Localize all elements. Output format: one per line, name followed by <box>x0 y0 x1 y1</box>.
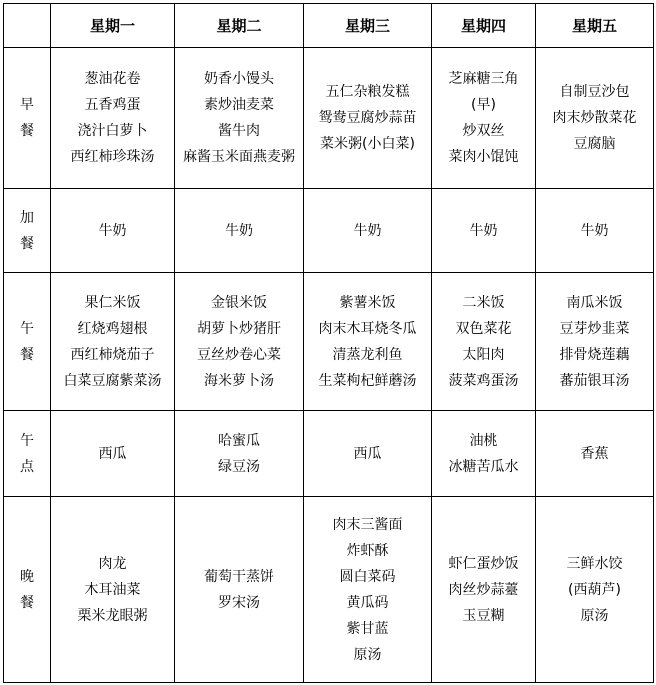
dish-item: 三鲜水饺 <box>566 555 623 572</box>
dish-item: 素炒油麦菜 <box>204 97 274 113</box>
meal-label-char: 晚 <box>20 568 34 585</box>
dish-item: 金银米饭 <box>211 294 267 311</box>
dish-item: 紫甘蓝 <box>346 620 389 637</box>
dish-item: 香蕉 <box>580 445 609 462</box>
meal-label-char: 早 <box>20 97 34 113</box>
dish-item: 肉末三酱面 <box>332 516 403 533</box>
meal-row-lunch <box>4 273 654 411</box>
meal-label-breakfast <box>4 48 51 189</box>
meal-label-char: 餐 <box>20 594 34 611</box>
meal-row-afternoon-snack <box>4 411 654 497</box>
dish-item: 海米萝卜汤 <box>204 372 274 389</box>
dish-item: 栗米龙眼粥 <box>77 607 148 624</box>
dish-item: 白菜豆腐紫菜汤 <box>63 372 162 389</box>
dish-item: 木耳油菜 <box>84 581 141 598</box>
dish-item: 牛奶 <box>98 222 127 239</box>
menu-cell-breakfast-tuesday <box>175 48 304 189</box>
dish-item: 二米饭 <box>462 294 505 311</box>
dish-item: (西葫芦) <box>568 581 621 598</box>
dish-item: 哈蜜瓜 <box>218 432 260 449</box>
meal-label-char: 餐 <box>20 235 34 252</box>
menu-cell-lunch-thursday <box>432 273 536 411</box>
dish-item: 芝麻糖三角 <box>448 71 519 87</box>
dish-item: 西瓜 <box>353 445 382 462</box>
menu-cell-morning-snack-wednesday <box>304 189 432 273</box>
dish-item: 红烧鸡翅根 <box>77 320 148 337</box>
dish-item: 肉丝炒蒜薹 <box>448 581 519 598</box>
dish-item: 玉豆糊 <box>462 607 505 624</box>
meal-label-char: 餐 <box>20 346 34 363</box>
dish-item: 西红柿烧茄子 <box>70 346 155 363</box>
dish-item: 肉末炒散菜花 <box>552 110 637 126</box>
meal-label-char: 餐 <box>20 123 34 139</box>
dish-item: 浇汁白萝卜 <box>77 123 148 139</box>
dish-item: 自制豆沙包 <box>559 84 630 100</box>
dish-item: 西红柿珍珠汤 <box>70 149 155 165</box>
dish-item: 菜肉小馄饨 <box>448 149 519 165</box>
dish-item: 豆丝炒卷心菜 <box>197 346 281 363</box>
menu-cell-lunch-tuesday <box>175 273 304 411</box>
dish-item: 菜米粥(小白菜) <box>320 136 415 152</box>
dish-item: 奶香小馒头 <box>204 71 274 87</box>
meal-label-morning-snack <box>4 189 51 273</box>
dish-item: 牛奶 <box>353 222 382 239</box>
dish-item: 豆腐脑 <box>573 136 616 152</box>
menu-cell-dinner-friday <box>536 497 654 683</box>
dish-item: 南瓜米饭 <box>566 294 623 311</box>
menu-cell-breakfast-thursday <box>432 48 536 189</box>
meal-label-char: 午 <box>20 320 34 337</box>
weekly-menu-table <box>3 3 654 683</box>
menu-cell-morning-snack-tuesday <box>175 189 304 273</box>
meal-label-dinner <box>4 497 51 683</box>
dish-item: 冰糖苦瓜水 <box>448 458 519 475</box>
menu-cell-afternoon-snack-monday <box>51 411 175 497</box>
dish-item: 罗宋汤 <box>218 594 260 611</box>
dish-item: 菠菜鸡蛋汤 <box>448 372 519 389</box>
dish-item: 蕃茄银耳汤 <box>559 372 630 389</box>
meal-row-breakfast <box>4 48 654 189</box>
dish-item: 胡萝卜炒猪肝 <box>197 320 281 337</box>
dish-item: 虾仁蛋炒饭 <box>448 555 519 572</box>
dish-item: 油桃 <box>469 432 498 449</box>
dish-item: 葱油花卷 <box>84 71 141 87</box>
day-header-tuesday: 星期二 <box>175 4 304 48</box>
menu-cell-morning-snack-friday <box>536 189 654 273</box>
menu-cell-morning-snack-thursday <box>432 189 536 273</box>
menu-cell-afternoon-snack-tuesday <box>175 411 304 497</box>
dish-item: 西瓜 <box>98 445 127 462</box>
menu-cell-dinner-tuesday <box>175 497 304 683</box>
meal-label-char: 午 <box>20 432 34 449</box>
dish-item: 绿豆汤 <box>218 458 260 475</box>
dish-item: 牛奶 <box>469 222 498 239</box>
dish-item: 原汤 <box>353 646 382 663</box>
meal-label-char: 加 <box>20 209 34 226</box>
menu-cell-afternoon-snack-thursday <box>432 411 536 497</box>
dish-item: 炸虾酥 <box>346 542 389 559</box>
menu-cell-dinner-monday <box>51 497 175 683</box>
meal-row-morning-snack <box>4 189 654 273</box>
menu-cell-breakfast-wednesday <box>304 48 432 189</box>
menu-cell-afternoon-snack-wednesday <box>304 411 432 497</box>
menu-cell-lunch-monday <box>51 273 175 411</box>
dish-item: 双色菜花 <box>455 320 512 337</box>
dish-item: 黄瓜码 <box>346 594 389 611</box>
dish-item: 豆芽炒韭菜 <box>559 320 630 337</box>
menu-cell-dinner-wednesday <box>304 497 432 683</box>
meal-label-char: 点 <box>20 458 34 475</box>
meal-row-dinner <box>4 497 654 683</box>
dish-item: 清蒸龙利鱼 <box>332 346 403 363</box>
dish-item: 排骨烧莲藕 <box>559 346 630 363</box>
day-header-monday: 星期一 <box>51 4 175 48</box>
dish-item: 麻酱玉米面燕麦粥 <box>183 149 295 165</box>
menu-cell-breakfast-monday <box>51 48 175 189</box>
dish-item: 生菜枸杞鲜蘑汤 <box>318 372 417 389</box>
dish-item: 肉龙 <box>98 555 127 572</box>
dish-item: 果仁米饭 <box>84 294 141 311</box>
dish-item: 肉末木耳烧冬瓜 <box>318 320 417 337</box>
dish-item: (早) <box>471 97 496 113</box>
menu-cell-afternoon-snack-friday <box>536 411 654 497</box>
dish-item: 原汤 <box>580 607 609 624</box>
dish-item: 牛奶 <box>225 222 253 239</box>
menu-cell-lunch-wednesday <box>304 273 432 411</box>
dish-item: 五仁杂粮发糕 <box>325 84 410 100</box>
dish-item: 鸳鸯豆腐炒蒜苗 <box>318 110 417 126</box>
menu-cell-morning-snack-monday <box>51 189 175 273</box>
day-header-wednesday: 星期三 <box>304 4 432 48</box>
meal-label-afternoon-snack <box>4 411 51 497</box>
dish-item: 太阳肉 <box>462 346 505 363</box>
dish-item: 葡萄干蒸饼 <box>204 568 274 585</box>
dish-item: 五香鸡蛋 <box>84 97 141 113</box>
day-header-thursday: 星期四 <box>432 4 536 48</box>
day-header-friday: 星期五 <box>536 4 654 48</box>
dish-item: 紫薯米饭 <box>339 294 396 311</box>
dish-item: 牛奶 <box>580 222 609 239</box>
dish-item: 圆白菜码 <box>339 568 396 585</box>
dish-item: 酱牛肉 <box>218 123 260 139</box>
menu-cell-breakfast-friday <box>536 48 654 189</box>
menu-body <box>4 48 654 683</box>
menu-cell-lunch-friday <box>536 273 654 411</box>
menu-cell-dinner-thursday <box>432 497 536 683</box>
dish-item: 炒双丝 <box>462 123 505 139</box>
header-row <box>4 4 654 48</box>
meal-label-lunch <box>4 273 51 411</box>
corner-cell <box>4 4 51 48</box>
